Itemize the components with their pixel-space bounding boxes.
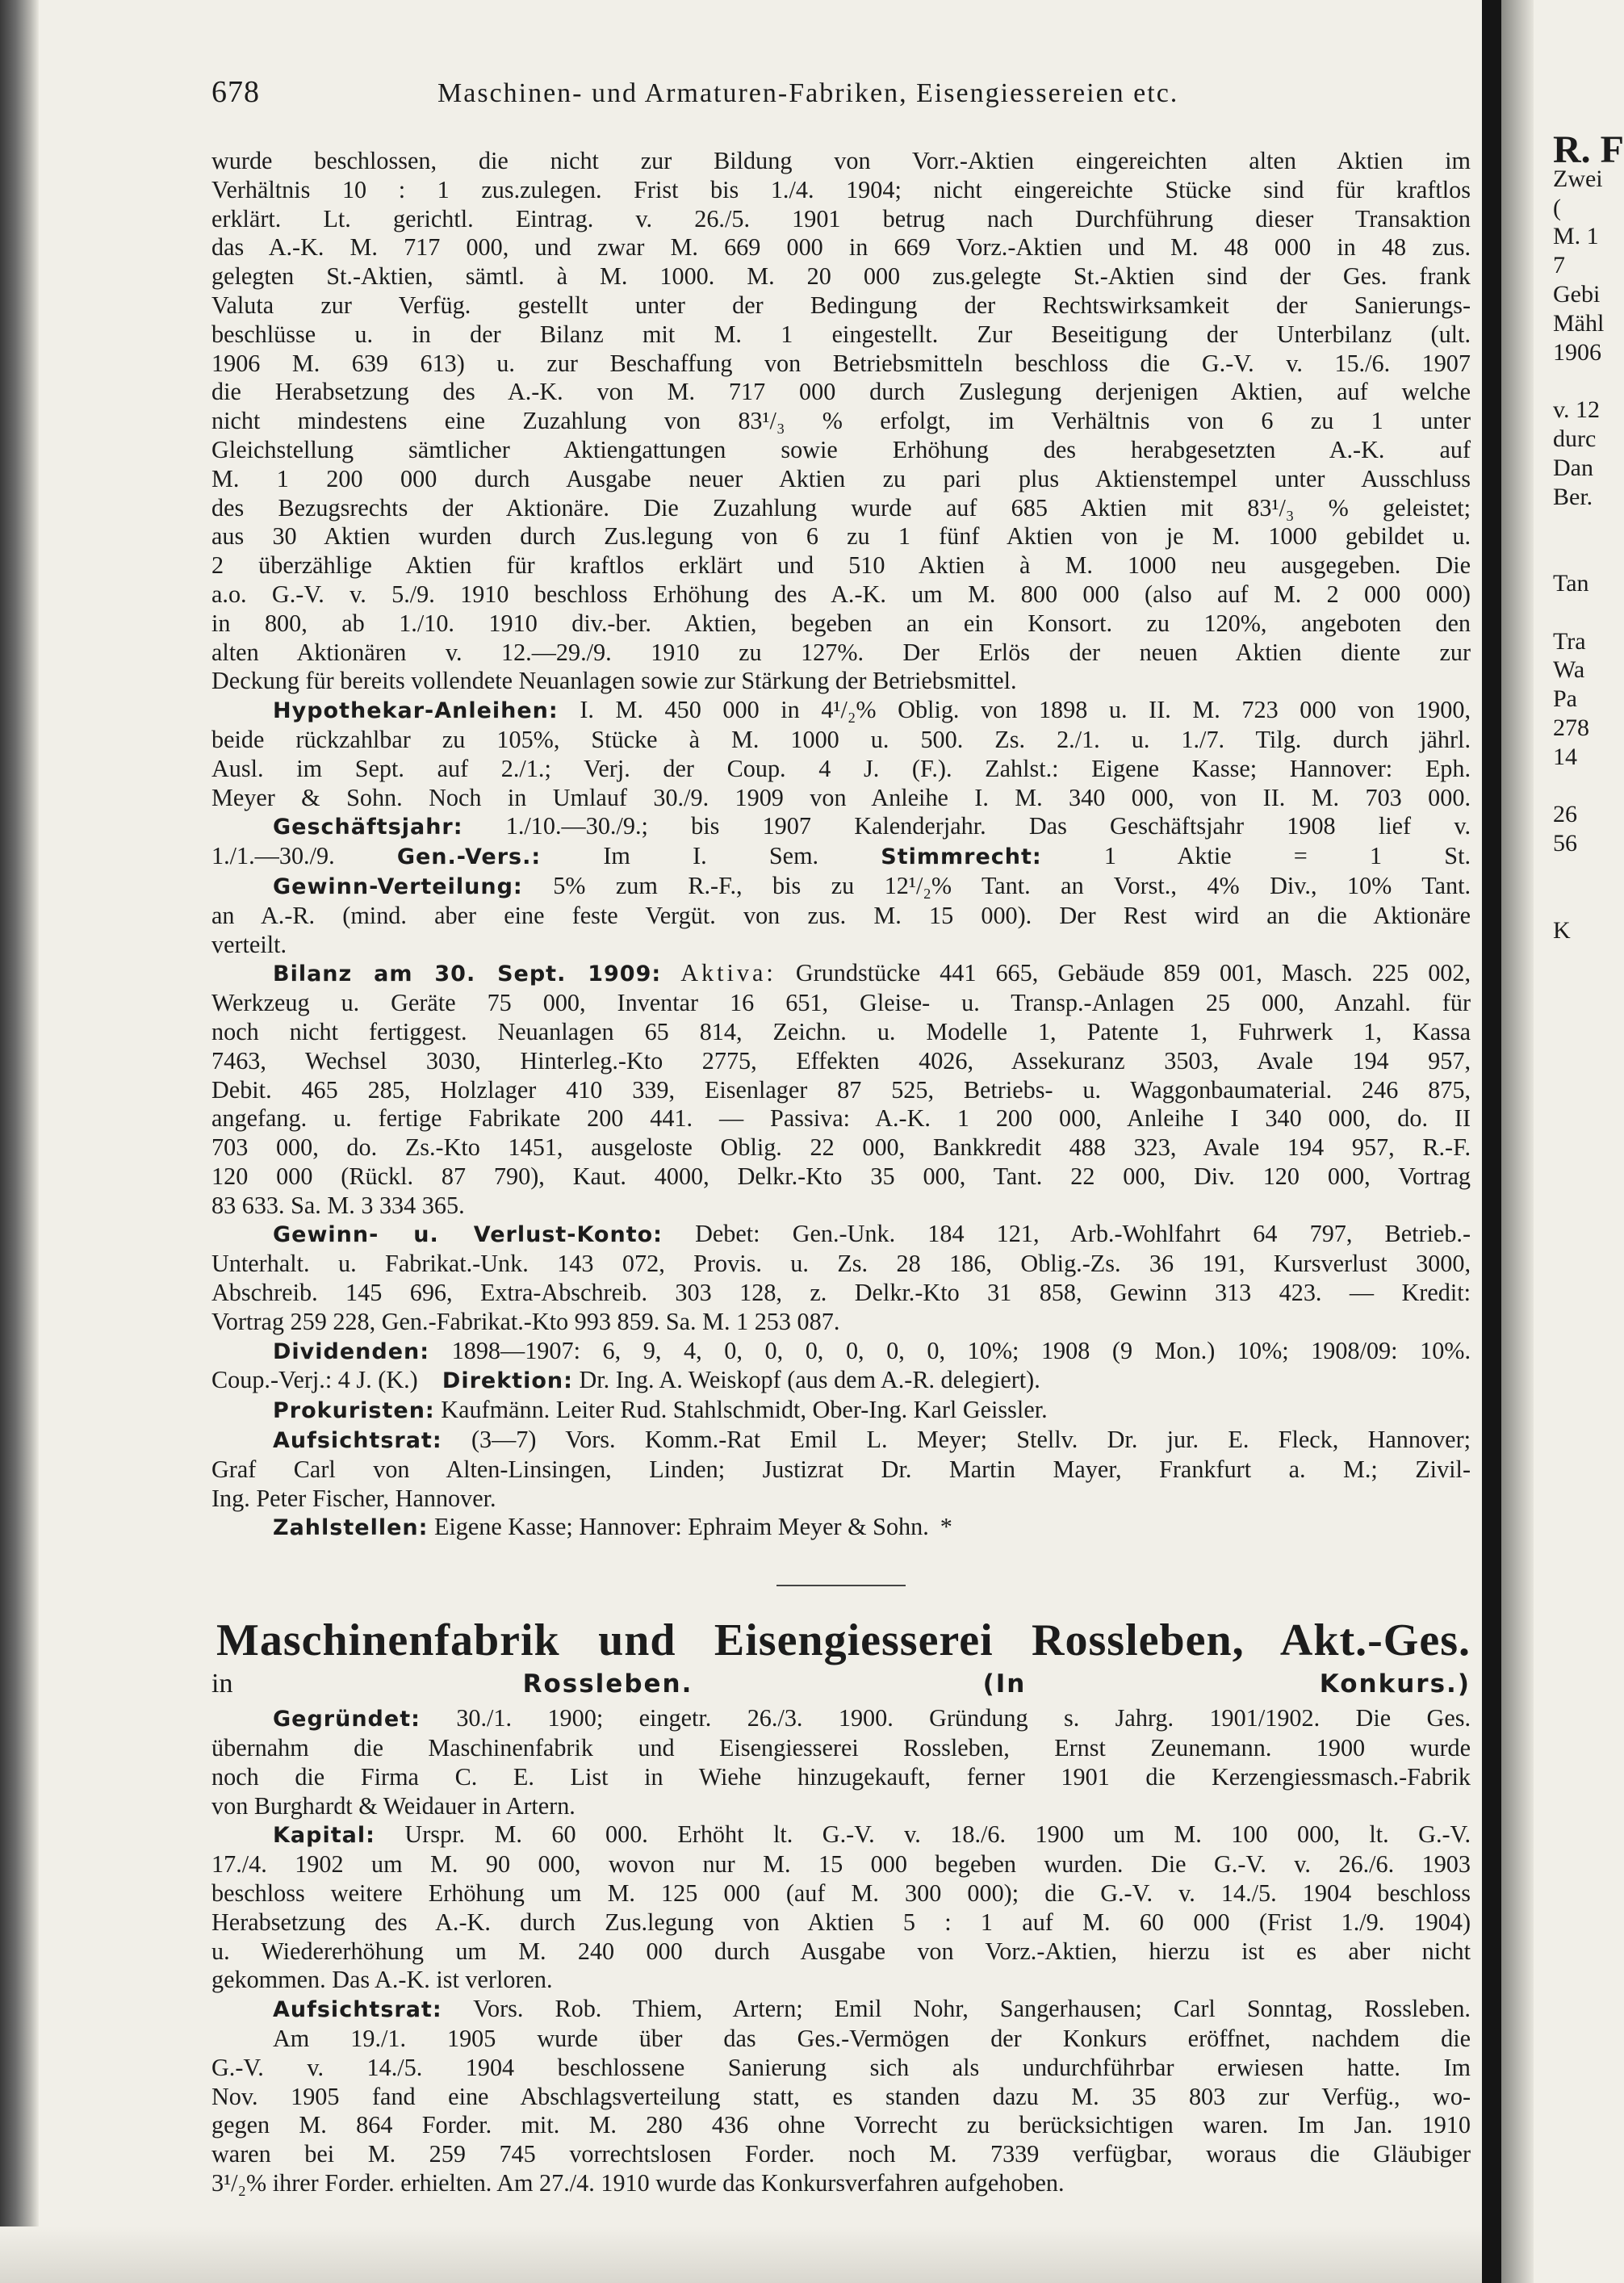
adjacent-page-line	[1553, 1465, 1614, 1494]
adjacent-page-line: Gebi	[1553, 280, 1601, 308]
konkurs-line: gegen M. 864 Forder. mit. M. 280 436 ohne Vorrecht zu berücksichtigen waren. Im Jan. 1910	[211, 2111, 1471, 2139]
adjacent-page-line	[1553, 1089, 1614, 1118]
adjacent-page-line	[1553, 1407, 1614, 1436]
adjacent-page-line	[1553, 1696, 1614, 1725]
gegruendet-line: übernahm die Maschinenfabrik und Eisengiesserei Rossleben, Ernst Zeunemann. 1900 wurde	[211, 1734, 1471, 1762]
adjacent-page-line	[1553, 540, 1614, 569]
kapital-label: Kapital:	[273, 1823, 375, 1849]
adjacent-page-line: Tan	[1553, 569, 1589, 597]
adjacent-page-line	[1553, 511, 1614, 540]
adjacent-page-line	[1553, 1176, 1614, 1205]
intro-line: 1906 M. 639 613) u. zur Beschaffung von Betriebsmitteln beschloss die G.-V. v. 15./6. 1907	[211, 349, 1471, 377]
intro-line: erklärt. Lt. gerichtl. Eintrag. v. 26./5. 1901 betrug nach Durchführung dieser Transaktion	[211, 204, 1471, 232]
intro-line: alten Aktionären v. 12.—29./9. 1910 zu 127%. Der Erlös der neuen Aktien diente zur	[211, 638, 1471, 666]
subtitle-prefix: in	[211, 1669, 233, 1699]
adjacent-page-line: Pa	[1553, 685, 1577, 713]
prokuristen-label: Prokuristen:	[273, 1398, 435, 1424]
direktion-text: Dr. Ing. A. Weiskopf (aus dem A.-R. delegiert).	[579, 1366, 1040, 1394]
gen-vers-label: Gen.-Vers.:	[396, 844, 542, 870]
adjacent-page-line: 56	[1553, 830, 1577, 857]
hypothekar-label: Hypothekar-Anleihen:	[273, 698, 559, 724]
hypothekar-line-4: Meyer & Sohn. Noch in Umlauf 30./9. 1909 von Anleihe I. M. 340 000, von II. M. 703 000.	[211, 783, 1471, 811]
intro-line: M. 1 200 000 durch Ausgabe neuer Aktien zu pari plus Aktienstempel unter Ausschluss	[211, 464, 1471, 492]
kapital-line: 17./4. 1902 um M. 90 000, wovon nur M. 15 000 begeben wurden. Die G.-V. v. 26./6. 1903	[211, 1850, 1471, 1879]
gewinnkonto-line: Abschreib. 145 696, Extra-Abschreib. 303 128, z. Delkr.-Kto 31 858, Gewinn 313 423. — Kredit:	[211, 1279, 1471, 1307]
adjacent-page-line	[1553, 1061, 1614, 1090]
kapital-line: Herabsetzung des A.-K. durch Zus.legung von Aktien 5 : 1 auf M. 60 000 (Frist 1./9. 1904)	[211, 1908, 1471, 1936]
konkurs-line: Am 19./1. 1905 wurde über das Ges.-Vermögen der Konkurs eröffnet, nachdem die	[273, 2025, 1471, 2053]
adjacent-page-lines	[1553, 165, 1614, 2130]
hypothekar-line-2: beide rückzahlbar zu 105%, Stücke à M. 1000 u. 500. Zs. 2./1. u. 1./7. Tilg. durch jährl.	[211, 725, 1471, 753]
adjacent-page-line	[1553, 1234, 1614, 1263]
adjacent-page-line	[1553, 1610, 1614, 1639]
geschaeftsjahr-line-2	[211, 842, 1471, 872]
adjacent-page-line	[1553, 1985, 1614, 2014]
adjacent-page-title: R. F	[1553, 128, 1624, 171]
aufsichtsrat-2-text: Vors. Rob. Thiem, Artern; Emil Nohr, Sangerhausen; Carl Sonntag, Rossleben.	[473, 1995, 1471, 2023]
aufsichtsrat-line	[211, 1426, 1471, 1456]
bilanz-line: noch nicht fertiggest. Neuanlagen 65 814, Zeichn. u. Modelle 1, Patente 1, Fuhrwerk 1, Kassa	[211, 1017, 1471, 1045]
hypothekar-line	[211, 696, 1471, 726]
adjacent-page-line	[1553, 1667, 1614, 1696]
gegruendet-line: von Burghardt & Weidauer in Artern.	[211, 1791, 576, 1820]
adjacent-page-line: v. 12	[1553, 396, 1601, 424]
gewinnverteilung-text: 5% zum R.-F., bis zu 12¹/₂% Tant. an Vorst., 4% Div., 10% Tant.	[553, 871, 1471, 899]
gewinnverteilung-line-2: an A.-R. (mind. aber eine feste Vergüt. von zus. M. 15 000). Der Rest wird an die Aktionäre	[211, 901, 1471, 929]
gewinnkonto-line: Unterhalt. u. Fabrikat.-Unk. 143 072, Provis. u. Zs. 28 186, Oblig.-Zs. 36 191, Kursverlust 3000,	[211, 1250, 1471, 1278]
intro-line: in 800, ab 1./10. 1910 div.-ber. Aktien, begeben an ein Konsort. zu 120%, angeboten den	[211, 609, 1471, 637]
aufsichtsrat-2-line	[211, 1995, 1471, 2025]
scan-bottom-band	[0, 2226, 1482, 2283]
adjacent-page-line: Zwei	[1553, 165, 1603, 192]
kapital-lines	[211, 1850, 1471, 1995]
bilanz-line: angefang. u. fertige Fabrikate 200 441. — Passiva: A.-K. 1 200 000, Anleihe I 340 000, do. II	[211, 1104, 1471, 1133]
kapital-line: u. Wiedererhöhung um M. 240 000 durch Ausgabe von Vorz.-Aktien, hierzu ist es aber nicht	[211, 1937, 1471, 1965]
kapital-line	[211, 1820, 1471, 1850]
konkurs-line: G.-V. v. 14./5. 1904 beschlossene Sanierung sich als undurchführbar erwiesen hatte. Im	[211, 2053, 1471, 2081]
intro-line: die Herabsetzung des A.-K. von M. 717 000 durch Zuslegung derjenigen Aktien, auf welche	[211, 378, 1471, 406]
subtitle-place: Rossleben.	[522, 1669, 693, 1699]
adjacent-page-line	[1553, 1523, 1614, 1552]
adjacent-page-line: 26	[1553, 801, 1577, 828]
section-1-body	[211, 147, 1471, 2198]
intro-line: beschlüsse u. in der Bilanz mit M. 1 eingestellt. Zur Beseitigung der Unterbilanz (ult.	[211, 320, 1471, 348]
prokuristen-line	[211, 1396, 1471, 1426]
adjacent-page-line: (	[1553, 194, 1561, 221]
adjacent-page-line	[1553, 598, 1614, 627]
adjacent-page-line	[1553, 1118, 1614, 1147]
page-number: 678	[211, 75, 260, 109]
bilanz-text: Grundstücke 441 665, Gebäude 859 001, Masch. 225 002,	[795, 959, 1471, 987]
running-header	[211, 74, 1471, 123]
adjacent-page-line: M. 1	[1553, 223, 1599, 250]
page-content	[211, 74, 1471, 2198]
konkurs-line: Nov. 1905 fand eine Abschlagsverteilung statt, es standen dazu M. 35 803 zur Verfüg., wo-	[211, 2082, 1471, 2110]
gewinnverteilung-label: Gewinn-Verteilung:	[273, 873, 523, 899]
geschaeftsjahr-range: 1./1.—30./9.	[211, 842, 335, 870]
bilanz-line: Werkzeug u. Geräte 75 000, Inventar 16 651, Gleise- u. Transp.-Anlagen 25 000, Anzahl. für	[211, 989, 1471, 1017]
dividenden-line	[211, 1337, 1471, 1367]
geschaeftsjahr-text: 1./10.—30./9.; bis 1907 Kalenderjahr. Das Geschäftsjahr 1908 lief v.	[505, 812, 1471, 840]
intro-line: das A.-K. M. 717 000, und zwar M. 669 000 in 669 Vorz.-Aktien und M. 48 000 in 48 zus.	[211, 233, 1471, 262]
adjacent-page-line	[1553, 2101, 1614, 2130]
adjacent-page-line	[1553, 1147, 1614, 1176]
aufsichtsrat-label: Aufsichtsrat:	[273, 1428, 442, 1454]
adjacent-page-line	[1553, 1204, 1614, 1234]
aufsichtsrat-line-3: Ing. Peter Fischer, Hannover.	[211, 1484, 496, 1512]
bilanz-label: Bilanz am 30. Sept. 1909:	[273, 961, 662, 987]
adjacent-page-line	[1553, 1754, 1614, 1783]
intro-line: wurde beschlossen, die nicht zur Bildung von Vorr.-Aktien eingereichten alten Aktien im	[211, 147, 1471, 174]
gewinnkonto-line	[211, 1220, 1471, 1250]
gegruendet-line: noch die Firma C. E. List in Wiehe hinzugekauft, ferner 1901 die Kerzengiessmasch.-Fabrik	[211, 1762, 1471, 1791]
stimmrecht-label: Stimmrecht:	[881, 844, 1042, 870]
geschaeftsjahr-label: Geschäftsjahr:	[273, 815, 463, 840]
section-divider	[776, 1585, 906, 1586]
adjacent-page-line	[1553, 1725, 1614, 1754]
kapital-line: beschloss weitere Erhöhung um M. 125 000 (auf M. 300 000); die G.-V. v. 14./5. 1904 beschloss	[211, 1879, 1471, 1908]
adjacent-page-line	[1553, 1263, 1614, 1292]
konkurs-line: 3¹/₂% ihrer Forder. erhielten. Am 27./4. 1910 wurde das Konkursverfahren aufgehoben.	[211, 2169, 1065, 2197]
geschaeftsjahr-line	[211, 812, 1471, 842]
gegruendet-line	[211, 1704, 1471, 1734]
adjacent-page-line: Tra	[1553, 627, 1586, 655]
subtitle-status: (In Konkurs.)	[982, 1669, 1471, 1699]
hypothekar-line-3: Ausl. im Sept. auf 2./1.; Verj. der Coup. 4 J. (F.). Zahlst.: Eigene Kasse; Hannover: Eph.	[211, 754, 1471, 782]
adjacent-page-line	[1553, 1003, 1614, 1032]
adjacent-page-line	[1553, 1349, 1614, 1378]
adjacent-page-line	[1553, 1782, 1614, 1812]
adjacent-page-line	[1553, 1436, 1614, 1465]
gewinnkonto-lines	[211, 1250, 1471, 1336]
adjacent-page-line: K	[1553, 916, 1571, 944]
intro-line: Verhältnis 10 : 1 zus.zulegen. Frist bis 1./4. 1904; nicht eingereichte Stücke sind für kraftlos	[211, 175, 1471, 203]
aufsichtsrat-line-2: Graf Carl von Alten-Linsingen, Linden; Justizrat Dr. Martin Mayer, Frankfurt a. M.; Zivil-	[211, 1455, 1471, 1483]
aufsichtsrat-text: (3—7) Vors. Komm.-Rat Emil L. Meyer; Stellv. Dr. jur. E. Fleck, Hannover;	[471, 1426, 1471, 1454]
zahlstellen-label: Zahlstellen:	[273, 1515, 429, 1541]
adjacent-page-line	[1553, 2014, 1614, 2043]
gewinnverteilung-line	[211, 872, 1471, 902]
gewinnverteilung-line-3: verteilt.	[211, 930, 287, 958]
adjacent-page-line	[1553, 1956, 1614, 1985]
adjacent-page-line	[1553, 1870, 1614, 1899]
page-gutter	[1482, 0, 1501, 2283]
dividenden-label: Dividenden:	[273, 1338, 430, 1364]
scan-edge-left	[0, 0, 39, 2283]
gewinnkonto-text: Debet: Gen.-Unk. 184 121, Arb.-Wohlfahrt 64 797, Betrieb.-	[695, 1220, 1471, 1248]
adjacent-page-line	[1553, 1493, 1614, 1523]
kapital-line: gekommen. Das A.-K. ist verloren.	[211, 1966, 553, 1994]
adjacent-page-line	[1553, 1581, 1614, 1610]
adjacent-page-line: Mähl	[1553, 309, 1605, 337]
zahlstellen-line	[211, 1513, 1471, 1543]
bilanz-lines	[211, 989, 1471, 1220]
bilanz-line: Debit. 465 285, Holzlager 410 339, Eisenlager 87 525, Betriebs- u. Waggonbaumaterial. 246 875,	[211, 1075, 1471, 1104]
company-subtitle	[211, 1667, 1471, 1701]
hypothekar-text: I. M. 450 000 in 4¹/₂% Oblig. von 1898 u. II. M. 723 000 von 1900,	[580, 696, 1471, 724]
adjacent-page-line: Ber.	[1553, 483, 1593, 510]
dividenden-text: 1898—1907: 6, 9, 4, 0, 0, 0, 0, 0, 0, 10%; 1908 (9 Mon.) 10%; 1908/09: 10%.	[451, 1336, 1471, 1364]
adjacent-page-line	[1553, 1927, 1614, 1956]
adjacent-page-line	[1553, 945, 1614, 974]
header-title: Maschinen- und Armaturen-Fabriken, Eisengiessereien etc.	[437, 78, 1179, 108]
adjacent-page-line	[1553, 1378, 1614, 1407]
gutter-shadow	[1501, 0, 1534, 2283]
adjacent-page-line	[1553, 887, 1614, 916]
adjacent-page-line	[1553, 1899, 1614, 1928]
bilanz-line: 703 000, do. Zs.-Kto 1451, ausgeloste Oblig. 22 000, Bankkredit 488 323, Avale 194 957, R.-F.	[211, 1133, 1471, 1162]
adjacent-page-line	[1553, 772, 1614, 801]
adjacent-page-line	[1553, 367, 1614, 396]
bilanz-line: 83 633. Sa. M. 3 334 365.	[211, 1191, 465, 1219]
adjacent-page-line	[1553, 1552, 1614, 1581]
aktiva-label: Aktiva:	[680, 959, 776, 987]
intro-line: Deckung für bereits vollendete Neuanlagen sowie zur Stärkung der Betriebsmittel.	[211, 667, 1017, 695]
gewinnkonto-line: Vortrag 259 228, Gen.-Fabrikat.-Kto 993 859. Sa. M. 1 253 087.	[211, 1307, 840, 1335]
aufsichtsrat-2-label: Aufsichtsrat:	[273, 1997, 442, 2023]
dividenden-line-2	[211, 1366, 1471, 1396]
prokuristen-text: Kaufmänn. Leiter Rud. Stahlschmidt, Ober-Ing. Karl Geissler.	[441, 1396, 1048, 1424]
adjacent-page-line	[1553, 1032, 1614, 1061]
coupon-verj: Coup.-Verj.: 4 J. (K.)	[211, 1366, 418, 1394]
footnote-star: *	[940, 1513, 952, 1541]
bilanz-line: 7463, Wechsel 3030, Hinterleg.-Kto 2775, Effekten 4026, Assekuranz 3503, Avale 194 957,	[211, 1046, 1471, 1074]
stimmrecht-text: 1 Aktie = 1 St.	[1103, 842, 1471, 870]
adjacent-page-line: Dan	[1553, 454, 1593, 481]
intro-line: aus 30 Aktien wurden durch Zus.legung von 6 zu 1 fünf Aktien von je M. 1000 gebildet u.	[211, 522, 1471, 551]
konkurs-line: waren bei M. 259 745 vorrechtslosen Forder. noch M. 7339 verfügbar, woraus die Gläubiger	[211, 2140, 1471, 2168]
adjacent-page-line	[1553, 858, 1614, 887]
intro-line: Gleichstellung sämtlicher Aktiengattungen sowie Erhöhung des herabgesetzten A.-K. auf	[211, 435, 1471, 463]
zahlstellen-text: Eigene Kasse; Hannover: Ephraim Meyer & Sohn.	[433, 1513, 929, 1541]
direktion-label: Direktion:	[442, 1368, 573, 1394]
gegruendet-text: 30./1. 1900; eingetr. 26./3. 1900. Gründung s. Jahrg. 1901/1902. Die Ges.	[456, 1704, 1471, 1732]
konkurs-lines	[211, 2025, 1471, 2198]
adjacent-page-line	[1553, 1638, 1614, 1667]
bilanz-line	[211, 959, 1471, 989]
adjacent-page-line	[1553, 974, 1614, 1003]
bilanz-line: 120 000 (Rückl. 87 790), Kaut. 4000, Delkr.-Kto 35 000, Tant. 22 000, Div. 120 000, Vortrag	[211, 1162, 1471, 1190]
gen-vers-text: Im I. Sem.	[603, 842, 819, 870]
intro-line: gelegten St.-Aktien, sämtl. à M. 1000. M. 20 000 zus.gelegte St.-Aktien sind der Ges. frank	[211, 262, 1471, 291]
adjacent-page-line	[1553, 1841, 1614, 1870]
intro-line: Valuta zur Verfüg. gestellt unter der Bedingung der Rechtswirksamkeit der Sanierungs-	[211, 291, 1471, 319]
adjacent-page-line	[1553, 1812, 1614, 1841]
adjacent-page-line: 278	[1553, 714, 1589, 741]
intro-line: nicht mindestens eine Zuzahlung von 83¹/₃ % erfolgt, im Verhältnis von 6 zu 1 unter	[211, 407, 1471, 435]
adjacent-page-line	[1553, 2043, 1614, 2072]
adjacent-page-fragment	[1553, 128, 1624, 2130]
adjacent-page-line	[1553, 2071, 1614, 2101]
gewinnkonto-label: Gewinn- u. Verlust-Konto:	[273, 1222, 663, 1248]
intro-paragraph	[211, 147, 1471, 696]
adjacent-page-line: Wa	[1553, 656, 1585, 684]
adjacent-page-line	[1553, 1292, 1614, 1321]
adjacent-page-line: 14	[1553, 743, 1577, 770]
gegruendet-lines	[211, 1734, 1471, 1820]
adjacent-page-line	[1553, 1321, 1614, 1350]
adjacent-page-line: 1906	[1553, 338, 1601, 366]
gegruendet-label: Gegründet:	[273, 1707, 421, 1732]
adjacent-page-line: 7	[1553, 252, 1565, 279]
intro-line: 2 überzählige Aktien für kraftlos erklärt und 510 Aktien à M. 1000 neu ausgegeben. Die	[211, 551, 1471, 580]
intro-line: a.o. G.-V. v. 5./9. 1910 beschloss Erhöhung des A.-K. um M. 800 000 (also auf M. 2 000 000)	[211, 580, 1471, 608]
intro-line: des Bezugsrechts der Aktionäre. Die Zuzahlung wurde auf 685 Aktien mit 83¹/₃ % geleistet;	[211, 493, 1471, 522]
adjacent-page-line: durc	[1553, 425, 1597, 452]
company-title: Maschinenfabrik und Eisengiesserei Rossleben, Akt.-Ges.	[216, 1615, 1471, 1666]
kapital-text: Urspr. M. 60 000. Erhöht lt. G.-V. v. 18./6. 1900 um M. 100 000, lt. G.-V.	[404, 1820, 1471, 1849]
